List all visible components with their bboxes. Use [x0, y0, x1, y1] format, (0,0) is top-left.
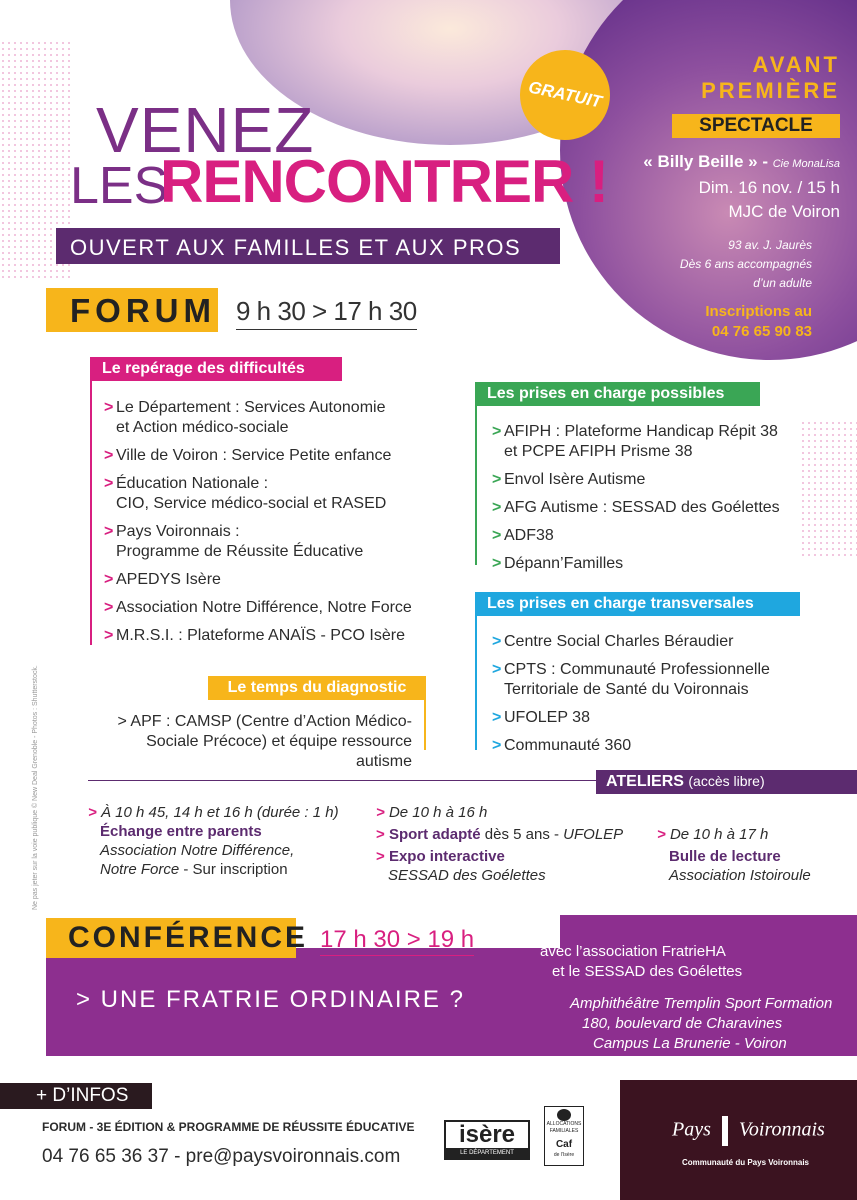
atelier2-sport: Sport adapté	[388, 826, 481, 843]
caf-logo	[544, 1106, 584, 1166]
atelier-col2: > De 10 h à 16 h > Sport adapté dès 5 ans - UFOLEP > Expo interactive SESSAD des Goélettes	[376, 803, 646, 885]
reperage-title: Le repérage des difficultés	[90, 357, 342, 381]
list-item	[492, 526, 812, 546]
list-item-line: > Dépann’Familles	[504, 555, 624, 572]
show-place: MJC de Voiron	[728, 202, 840, 221]
list-item	[492, 736, 812, 756]
show-title: « Billy Beille » -	[643, 152, 768, 171]
isere-logo-sub: LE DÉPARTEMENT	[446, 1148, 528, 1158]
atelier1-org2: Notre Force	[100, 861, 180, 878]
transversales-title: Les prises en charge transversales	[475, 592, 800, 616]
transversales-line	[475, 615, 477, 750]
atelier-col3: > De 10 h à 17 h Bulle de lecture Association Istoiroule	[657, 825, 857, 885]
list-item-line: > M.R.S.I. : Plateforme ANAÏS - PCO Isère	[116, 627, 405, 644]
possibles-line	[475, 405, 477, 565]
diagnostic-title: Le temps du diagnostic	[208, 676, 426, 700]
list-item-line: > Envol Isère Autisme	[504, 471, 646, 488]
reperage-list	[104, 398, 434, 654]
list-item-line: et Action médico-sociale	[116, 419, 289, 436]
pays-logo-part1: Pays	[672, 1118, 711, 1141]
list-item-line: > Communauté 360	[504, 737, 632, 754]
atelier3-time: De 10 h à 17 h	[669, 826, 769, 843]
conference-with	[540, 942, 742, 982]
list-item-line: Territoriale de Santé du Voironnais	[504, 681, 749, 698]
show-date: Dim. 16 nov. / 15 h	[698, 178, 840, 197]
list-item-line: et PCPE AFIPH Prisme 38	[504, 443, 693, 460]
conference-loc3: Campus La Brunerie - Voiron	[593, 1035, 787, 1052]
conference-label: CONFÉRENCE	[46, 918, 296, 958]
atelier1-title: Échange entre parents	[100, 823, 262, 840]
address-line: 93 av. J. Jaurès	[728, 238, 812, 252]
side-legal-text: Ne pas jeter sur la voie publique © New Deal Grenoble - Photos : Shutterstock.	[32, 665, 39, 910]
atelier-col1: > À 10 h 45, 14 h et 16 h (durée : 1 h) Échange entre parents Association Notre Différence, Notre Force - Sur inscription	[88, 803, 368, 879]
pays-logo-mark-icon	[722, 1116, 728, 1146]
conference-with1: avec l’association FratrieHA	[540, 943, 726, 960]
conference-with2: et le SESSAD des Goélettes	[552, 963, 743, 980]
conference-loc1: Amphithéâtre Tremplin Sport Formation	[570, 995, 833, 1012]
ateliers-sub: (accès libre)	[688, 773, 765, 789]
avant-line1: AVANT	[752, 52, 840, 77]
diagnostic-line2: Sociale Précoce) et équipe ressource autisme	[146, 733, 412, 770]
pays-logo-part2: Voironnais	[738, 1118, 825, 1141]
list-item	[492, 660, 812, 700]
footer-forum-line: FORUM - 3E ÉDITION & PROGRAMME DE RÉUSSITE ÉDUCATIVE	[42, 1120, 415, 1134]
title-rencontrer: RENCONTRER !	[160, 148, 608, 215]
list-item-line: > APEDYS Isère	[116, 571, 221, 588]
reperage-line	[90, 380, 92, 645]
list-item	[104, 446, 434, 466]
list-item	[104, 474, 434, 514]
ateliers-banner	[596, 770, 857, 794]
atelier3-org: Association Istoiroule	[669, 867, 811, 884]
list-item-line: > CPTS : Communauté Professionnelle	[504, 661, 770, 678]
ateliers-label: ATELIERS	[606, 773, 684, 790]
gratuit-badge: GRATUIT	[512, 42, 619, 149]
isere-logo-text: isère	[458, 1121, 516, 1148]
avant-premiere	[640, 52, 840, 104]
forum-label: FORUM	[46, 288, 218, 332]
list-item	[104, 626, 434, 646]
list-item-line: > Ville de Voiron : Service Petite enfance	[116, 447, 392, 464]
conference-title: > UNE FRATRIE ORDINAIRE ?	[76, 986, 465, 1013]
possibles-title: Les prises en charge possibles	[475, 382, 760, 406]
forum-time: 9 h 30 > 17 h 30	[236, 296, 417, 330]
spectacle-label: SPECTACLE	[672, 114, 840, 138]
isere-logo	[444, 1120, 530, 1160]
footer-contact[interactable]: 04 76 65 36 37 - pre@paysvoironnais.com	[42, 1146, 401, 1167]
list-item	[492, 498, 812, 518]
title-les: LES	[70, 157, 169, 215]
caf-line3: Caf	[555, 1139, 573, 1150]
atelier1-org1: Association Notre Différence,	[100, 842, 295, 859]
atelier1-time: À 10 h 45, 14 h et 16 h (durée : 1 h)	[100, 804, 339, 821]
list-item-line: > Centre Social Charles Béraudier	[504, 633, 734, 650]
inscriptions	[640, 302, 812, 342]
diagnostic-text	[86, 712, 412, 772]
list-item	[492, 554, 812, 574]
conference-time: 17 h 30 > 19 h	[320, 926, 474, 956]
conference-location	[570, 994, 832, 1054]
caf-line1: ALLOCATIONS	[546, 1121, 582, 1127]
title-venez: VENEZ	[96, 94, 315, 166]
list-item-line: > Éducation Nationale :	[116, 475, 269, 492]
possibles-list	[492, 422, 812, 582]
atelier2-expo-org: SESSAD des Goélettes	[388, 867, 546, 884]
company-name: Cie MonaLisa	[772, 158, 840, 170]
list-item	[492, 422, 812, 462]
list-item-line: Programme de Réussite Éducative	[116, 543, 364, 560]
list-item	[104, 398, 434, 438]
list-item-line: > ADF38	[504, 527, 554, 544]
inscriptions-label: Inscriptions au	[705, 303, 812, 320]
list-item	[104, 598, 434, 618]
list-item-line: > UFOLEP 38	[504, 709, 590, 726]
show-address	[620, 236, 812, 293]
list-item-line: CIO, Service médico-social et RASED	[116, 495, 387, 512]
caf-emblem-icon	[557, 1109, 571, 1121]
caf-line4: de l’Isère	[553, 1152, 575, 1158]
infos-label: + D’INFOS	[0, 1083, 152, 1109]
age-line1: Dès 6 ans accompagnés	[679, 257, 812, 271]
list-item	[104, 570, 434, 590]
spectacle-details	[590, 150, 840, 224]
atelier1-note: - Sur inscription	[179, 861, 288, 878]
inscriptions-phone[interactable]: 04 76 65 90 83	[711, 323, 812, 340]
ouvert-banner: OUVERT AUX FAMILLES ET AUX PROS	[56, 228, 560, 264]
pays-logo-sub: Communauté du Pays Voironnais	[682, 1158, 809, 1167]
list-item-line: > Le Département : Services Autonomie	[116, 399, 386, 416]
list-item	[492, 470, 812, 490]
atelier2-sport-org: UFOLEP	[563, 826, 624, 843]
pays-voironnais-logo	[672, 1116, 842, 1146]
conference-loc2: 180, boulevard de Charavines	[582, 1015, 783, 1032]
diagnostic-line	[424, 700, 426, 750]
avant-line2: PREMIÈRE	[701, 78, 840, 103]
atelier3-title: Bulle de lecture	[669, 848, 781, 865]
list-item	[492, 632, 812, 652]
list-item	[104, 522, 434, 562]
list-item-line: > Association Notre Différence, Notre Force	[116, 599, 412, 616]
list-item-line: > Pays Voironnais :	[116, 523, 240, 540]
list-item	[492, 708, 812, 728]
transversales-list	[492, 632, 812, 764]
list-item-line: > AFIPH : Plateforme Handicap Répit 38	[504, 423, 778, 440]
list-item-line: > AFG Autisme : SESSAD des Goélettes	[504, 499, 780, 516]
caf-line2: FAMILIALES	[549, 1128, 579, 1134]
atelier2-expo: Expo interactive	[388, 848, 505, 865]
atelier2-time: De 10 h à 16 h	[388, 804, 488, 821]
ateliers-divider	[88, 780, 598, 781]
diagnostic-line1: > APF : CAMSP (Centre d’Action Médico-	[117, 713, 412, 730]
atelier2-sport-rest: dès 5 ans -	[480, 826, 564, 843]
age-line2: d’un adulte	[753, 276, 812, 290]
